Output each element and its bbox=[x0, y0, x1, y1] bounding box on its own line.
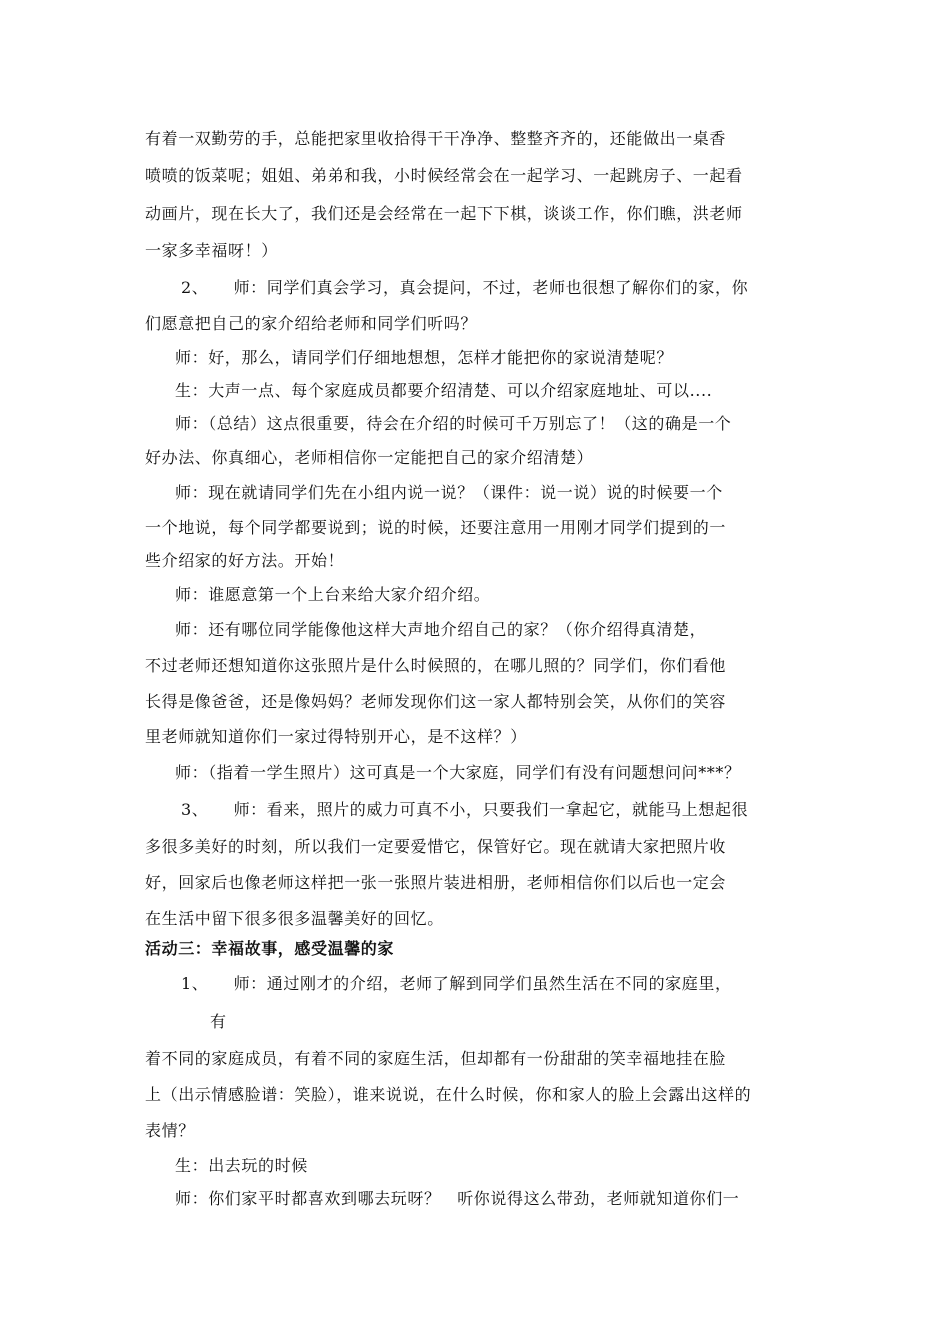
section-heading: 活动三：幸福故事，感受温馨的家 bbox=[145, 939, 395, 958]
text-line: 里老师就知道你们一家过得特别开心，是不这样？） bbox=[145, 727, 527, 746]
text-line: 师：（总结）这点很重要，待会在介绍的时候可千万别忘了！（这的确是一个 bbox=[175, 414, 732, 433]
text-line: 不过老师还想知道你这张照片是什么时候照的，在哪儿照的？同学们，你们看他 bbox=[145, 656, 727, 675]
text-line: 长得是像爸爸，还是像妈妈？老师发现你们这一家人都特别会笑，从你们的笑容 bbox=[145, 692, 727, 711]
text-line: 师：还有哪位同学能像他这样大声地介绍自己的家？（你介绍得真清楚， bbox=[175, 620, 707, 639]
text-line: 师：现在就请同学们先在小组内说一说？（课件：说一说）说的时候要一个 bbox=[175, 483, 723, 502]
text-line: 好办法、你真细心，老师相信你一定能把自己的家介绍清楚） bbox=[145, 448, 594, 467]
text-line: 师：你们家平时都喜欢到哪去玩呀？ 听你说得这么带劲，老师就知道你们一 bbox=[175, 1189, 740, 1208]
text-line: 喷喷的饭菜呢；姐姐、弟弟和我，小时候经常会在一起学习、一起跳房子、一起看 bbox=[145, 166, 743, 185]
text-line: 们愿意把自己的家介绍给老师和同学们听吗？ bbox=[145, 314, 478, 333]
text-line: 些介绍家的好方法。开始！ bbox=[145, 551, 345, 570]
text-line: 一个地说，每个同学都要说到；说的时候，还要注意用一用刚才同学们提到的一 bbox=[145, 518, 727, 537]
text-line: 上（出示情感脸谱：笑脸），谁来说说，在什么时候，你和家人的脸上会露出这样的 bbox=[145, 1085, 752, 1104]
text-line: 有着一双勤劳的手，总能把家里收拾得干干净净、整整齐齐的，还能做出一桌香 bbox=[145, 129, 727, 148]
text-line: 1、 师：通过刚才的介绍，老师了解到同学们虽然生活在不同的家庭里， bbox=[181, 974, 732, 993]
text-line: 多很多美好的时刻，所以我们一定要爱惜它，保管好它。现在就请大家把照片收 bbox=[145, 837, 727, 856]
text-line: 2、 师：同学们真会学习，真会提问，不过，老师也很想了解你们的家，你 bbox=[181, 278, 749, 297]
text-line: 师：好，那么，请同学们仔细地想想，怎样才能把你的家说清楚呢？ bbox=[175, 348, 674, 367]
text-line: 生：大声一点、每个家庭成员都要介绍清楚、可以介绍家庭地址、可以.... bbox=[175, 381, 713, 400]
text-line: 生：出去玩的时候 bbox=[175, 1156, 308, 1175]
text-line: 在生活中留下很多很多温馨美好的回忆。 bbox=[145, 909, 444, 928]
text-line: 着不同的家庭成员，有着不同的家庭生活，但却都有一份甜甜的笑幸福地挂在脸 bbox=[145, 1049, 727, 1068]
text-line: 一家多幸福呀！） bbox=[145, 241, 278, 260]
text-line: 师：（指着一学生照片）这可真是一个大家庭，同学们有没有问题想问问***？ bbox=[175, 763, 741, 782]
text-line: 好，回家后也像老师这样把一张一张照片装进相册，老师相信你们以后也一定会 bbox=[145, 873, 727, 892]
text-line: 动画片，现在长大了，我们还是会经常在一起下下棋，谈谈工作，你们瞧，洪老师 bbox=[145, 204, 743, 223]
text-line: 师：谁愿意第一个上台来给大家介绍介绍。 bbox=[175, 585, 491, 604]
text-line: 有 bbox=[210, 1012, 227, 1031]
text-line: 表情？ bbox=[145, 1121, 195, 1140]
text-line: 3、 师：看来，照片的威力可真不小，只要我们一拿起它，就能马上想起很 bbox=[181, 800, 749, 819]
